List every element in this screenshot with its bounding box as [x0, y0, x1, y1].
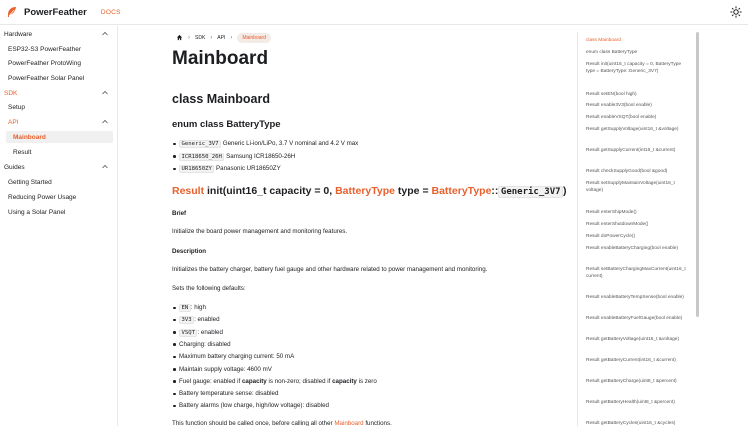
toc-item-class-mainboard[interactable]: class Mainboard [586, 38, 621, 43]
top-navbar [0, 0, 748, 25]
breadcrumb-separator: › [230, 34, 233, 41]
list-item [179, 140, 358, 147]
sidebar-item-label: Guides [4, 163, 25, 171]
list-item: Charging: disabled [179, 340, 231, 348]
inline-code: Generic_3V7 [179, 140, 221, 148]
description-label: Description [172, 248, 207, 255]
list-item: Maximum battery charging current: 50 mA [179, 353, 295, 361]
list-item-text: : high [190, 304, 206, 311]
inline-code: EN [179, 304, 191, 312]
footer-note [172, 420, 392, 426]
chevron-up-icon[interactable] [101, 89, 109, 97]
list-item [179, 165, 281, 172]
toc-item[interactable]: Result init(uint16_t capacity = 0, BatteryType type = BatteryType::Generic_3V7) [586, 62, 682, 74]
list-item-text: Generic Li-ion/LiPo, 3.7 V nominal and 4.2 V max [221, 140, 359, 147]
class-heading: class Mainboard [172, 92, 270, 106]
breadcrumb-separator: › [210, 34, 213, 41]
toc-item[interactable]: Result getBatteryVoltage(uint16_t &voltage) [586, 337, 680, 342]
toc-item[interactable]: Result enableBatteryCharging(bool enable) [586, 246, 678, 251]
function-signature [172, 185, 567, 197]
sidebar [0, 26, 118, 426]
toc-item[interactable]: Result enableBatteryFuelGauge(bool enable) [586, 316, 683, 321]
list-item-text: : enabled [194, 316, 220, 324]
sidebar-item-api[interactable] [0, 116, 117, 128]
breadcrumb-sdk[interactable]: SDK [195, 34, 206, 41]
sidebar-item-reducing-power[interactable] [0, 191, 117, 203]
toc-item[interactable]: Result getBatteryCharge(uint8_t &percent) [586, 379, 677, 384]
bold-param: capacity [241, 377, 267, 385]
toc-item[interactable]: Result setSupplyMaintainVoltage(uint16_t voltage) [586, 181, 675, 193]
toc-item[interactable]: Result getBatteryHealth(uint8_t &percent) [586, 400, 675, 405]
sidebar-item-label: Using a Solar Panel [8, 208, 66, 216]
result-type-link[interactable]: Result [172, 185, 205, 197]
bold-param: capacity [332, 377, 357, 385]
list-item-text: Fuel gauge: enabled if [179, 377, 242, 385]
breadcrumb-separator: › [188, 34, 190, 41]
list-item [179, 304, 206, 311]
toc-scrollbar[interactable] [696, 32, 699, 317]
list-item [179, 316, 220, 323]
toc-item[interactable]: Result enterShipMode() [586, 210, 637, 215]
sidebar-category-sdk[interactable] [0, 87, 117, 99]
inline-code: 3V3 [179, 316, 194, 324]
signature-text: type = [395, 185, 432, 197]
inline-code: VSQT [179, 329, 197, 337]
paragraph-text: This function should be called once, before calling all other [172, 420, 335, 426]
toc-item[interactable]: Result getSupplyCurrent(int16_t &current) [586, 148, 676, 153]
chevron-up-icon[interactable] [101, 30, 109, 38]
toc-item[interactable]: Result setEN(bool high) [586, 92, 637, 97]
sidebar-category-hardware[interactable] [0, 28, 117, 40]
battery-type-link[interactable]: BatteryType [335, 185, 396, 197]
toc-item[interactable]: Result checkSupplyGood(bool &good) [586, 169, 668, 174]
list-item: Battery alarms (low charge, high/low voltage): disabled [179, 402, 329, 410]
sidebar-item-label: PowerFeather Solar Panel [8, 74, 85, 82]
sidebar-item-label: SDK [4, 89, 18, 97]
page-title: Mainboard [172, 48, 269, 69]
feather-logo-icon[interactable] [6, 6, 18, 18]
signature-text: init(uint16_t capacity = 0, [204, 185, 336, 197]
breadcrumb-current: Mainboard [237, 33, 271, 43]
list-item: Maintain supply voltage: 4600 mV [179, 365, 272, 373]
toc-item[interactable]: Result getSupplyVoltage(uint16_t &voltage) [586, 127, 679, 132]
breadcrumb [172, 32, 271, 43]
home-icon[interactable] [176, 34, 183, 41]
signature-text: :: [491, 185, 499, 197]
paragraph-text: functions. [363, 420, 392, 426]
toc-item[interactable]: Result setBatteryChargingMaxCurrent(uint16_t current) [586, 267, 686, 279]
sidebar-item-label: PowerFeather ProtoWing [8, 59, 81, 67]
toc-item[interactable]: Result enable3V3(bool enable) [586, 103, 652, 108]
mainboard-link[interactable]: Mainboard [334, 420, 364, 426]
sidebar-item-label: ESP32-S3 PowerFeather [8, 45, 81, 53]
list-item-text: Panasonic UR18650ZY [214, 165, 281, 172]
sidebar-item-esp32[interactable] [0, 43, 117, 55]
sun-icon[interactable] [730, 6, 742, 18]
sidebar-item-label: Getting Started [8, 178, 52, 186]
sidebar-item-mainboard[interactable] [6, 131, 113, 143]
list-item [179, 153, 295, 160]
description-text: Initializes the battery charger, battery fuel gauge and other hardware related to power management and monitoring. [172, 266, 488, 273]
chevron-up-icon[interactable] [101, 118, 109, 126]
sidebar-item-label: Reducing Power Usage [8, 193, 77, 201]
toc-item[interactable]: Result getBatteryCycles(uint16_t &cycles) [586, 421, 676, 426]
sidebar-item-result[interactable] [0, 146, 117, 158]
brief-label: Brief [172, 210, 187, 217]
sidebar-item-label: Setup [8, 103, 25, 111]
sidebar-item-setup[interactable] [0, 101, 117, 113]
toc-item[interactable]: Result getBatteryCurrent(int16_t &current) [586, 358, 676, 363]
sidebar-item-label: Mainboard [13, 133, 46, 141]
sidebar-item-label: Hardware [4, 30, 33, 38]
list-item-text: : enabled [197, 328, 223, 336]
sidebar-item-getting-started[interactable] [0, 176, 117, 188]
toc-item[interactable]: Result doPowerCycle() [586, 234, 636, 239]
list-item-text: is non-zero; disabled if [266, 377, 333, 385]
list-item-text: Samsung ICR18650-26H [224, 152, 296, 160]
list-item [179, 378, 377, 385]
table-of-contents [577, 32, 695, 426]
toc-item[interactable]: Result enableVSQT(bool enable) [586, 115, 657, 120]
inline-code: ICR18650_26H [179, 153, 224, 161]
toc-item[interactable]: Result enableBatteryTempSense(bool enable) [586, 295, 684, 300]
chevron-up-icon[interactable] [101, 163, 109, 171]
list-item-text: is zero [356, 377, 377, 385]
list-item [179, 329, 223, 336]
inline-code: UR18650ZY [179, 165, 214, 173]
battery-type-link-2[interactable]: BatteryType [431, 185, 492, 197]
toc-item[interactable]: enum class BatteryType [586, 50, 638, 55]
signature-text: ) [563, 185, 567, 197]
sidebar-item-solar-panel[interactable] [0, 72, 117, 84]
docs-nav-link[interactable]: DOCS [100, 8, 121, 16]
breadcrumb-api[interactable]: API [217, 34, 226, 41]
defaults-intro: Sets the following defaults: [172, 285, 246, 292]
sidebar-item-protowing[interactable] [0, 57, 117, 69]
sidebar-item-label: Result [13, 148, 32, 156]
sidebar-item-label: API [8, 118, 19, 126]
sidebar-category-guides[interactable] [0, 161, 117, 173]
inline-code: Generic_3V7 [498, 186, 563, 198]
list-item: Battery temperature sense: disabled [179, 390, 279, 398]
sidebar-item-using-solar-panel[interactable] [0, 206, 117, 218]
toc-item[interactable]: Result enterShutdownMode() [586, 222, 649, 227]
brief-text: Initialize the board power management and monitoring features. [172, 228, 348, 235]
enum-heading: enum class BatteryType [172, 119, 281, 130]
brand-name[interactable]: PowerFeather [24, 6, 87, 18]
